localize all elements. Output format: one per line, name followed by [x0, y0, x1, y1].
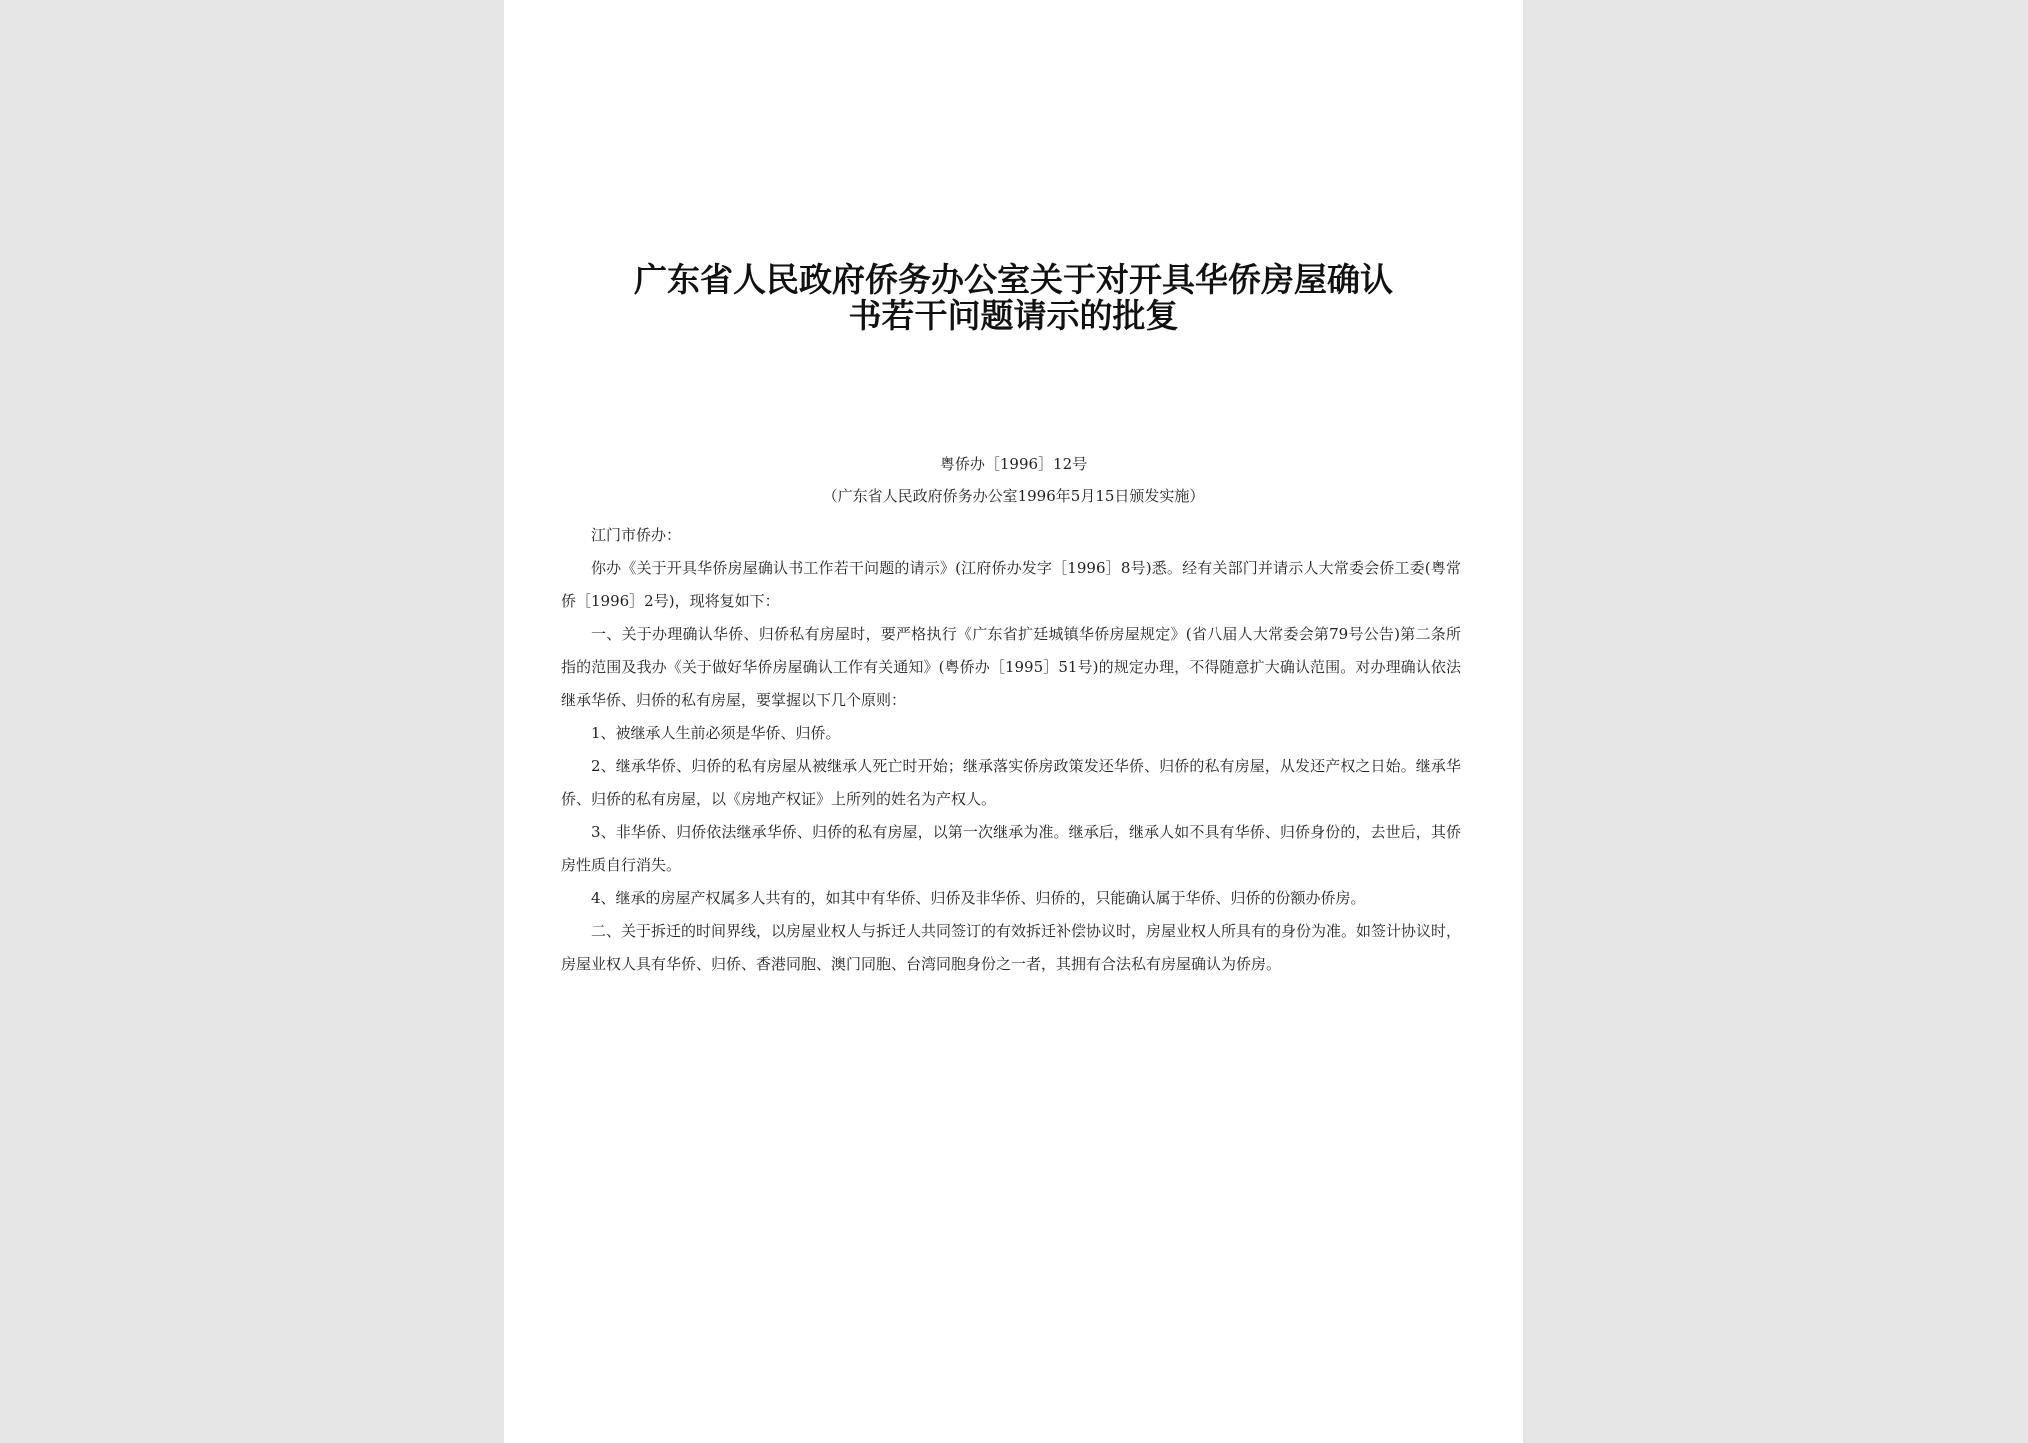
body-paragraph: 一、关于办理确认华侨、归侨私有房屋时，要严格执行《广东省扩廷城镇华侨房屋规定》(省八届人大常委会第79号公告)第二条所指的范围及我办《关于做好华侨房屋确认工作有关通知》(粤侨办［1995］51号)的规定办理，不得随意扩大确认范围。对办理确认依法继承华侨、归侨的私有房屋，要掌握以下几个原则：	[561, 625, 1461, 709]
body-paragraph: 你办《关于开具华侨房屋确认书工作若干问题的请示》(江府侨办发字［1996］8号)悉。经有关部门并请示人大常委会侨工委(粤常侨［1996］2号)，现将复如下：	[561, 559, 1461, 610]
body-paragraph: 4、继承的房屋产权属多人共有的，如其中有华侨、归侨及非华侨、归侨的，只能确认属于华侨、归侨的份额办侨房。	[591, 889, 1366, 907]
salutation: 江门市侨办：	[591, 526, 682, 544]
document-title-line: 广东省人民政府侨务办公室关于对开具华侨房屋确认	[634, 260, 1393, 299]
body-paragraph: 2、继承华侨、归侨的私有房屋从被继承人死亡时开始；继承落实侨房政策发还华侨、归侨的私有房屋，从发还产权之日始。继承华侨、归侨的私有房屋，以《房地产权证》上所列的姓名为产权人。	[561, 757, 1461, 808]
document-page	[504, 0, 1523, 1443]
document-body	[561, 519, 1461, 981]
document-title-line: 书若干问题请示的批复	[848, 296, 1179, 335]
document-number: 粤侨办［1996］12号	[939, 455, 1088, 473]
body-paragraph: 3、非华侨、归侨依法继承华侨、归侨的私有房屋，以第一次继承为准。继承后，继承人如不具有华侨、归侨身份的，去世后，其侨房性质自行消失。	[561, 823, 1461, 874]
body-paragraph: 二、关于拆迁的时间界线，以房屋业权人与拆迁人共同签订的有效拆迁补偿协议时，房屋业权人所具有的身份为准。如签计协议时，房屋业权人具有华侨、归侨、香港同胞、澳门同胞、台湾同胞身份之一者，其拥有合法私有房屋确认为侨房。	[561, 922, 1462, 973]
document-title	[504, 262, 1523, 334]
body-paragraph: 1、被继承人生前必须是华侨、归侨。	[591, 724, 841, 742]
issue-note: （广东省人民政府侨务办公室1996年5月15日颁发实施）	[822, 487, 1205, 505]
